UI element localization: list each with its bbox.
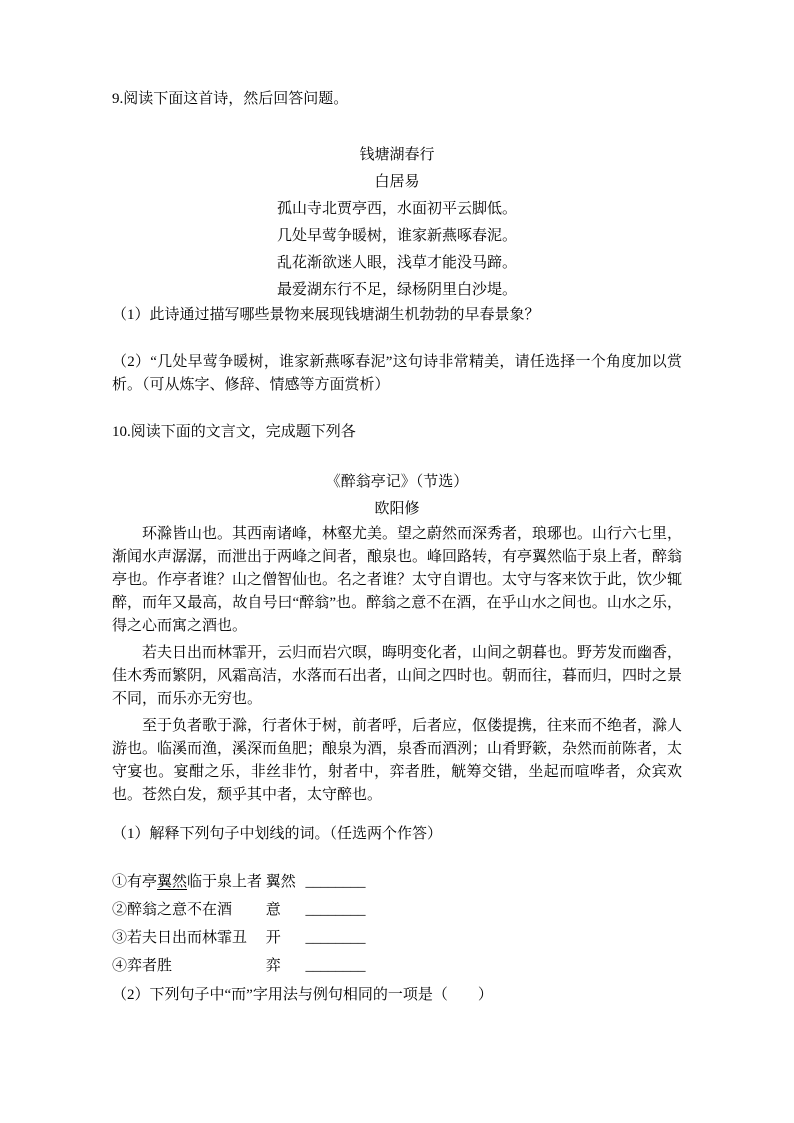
poem-author: 白居易 [374, 174, 420, 190]
item-underlined-word: 翼然 [157, 874, 188, 890]
item-sentence [112, 952, 262, 980]
passage-heading [112, 469, 682, 523]
answer-blank: ________ [305, 930, 366, 946]
item-word: 开 [265, 930, 281, 946]
item-pre: ①有亭 [112, 874, 158, 890]
passage-title: 《醉翁亭记》（节选） [325, 474, 469, 490]
explain-item-2 [112, 896, 682, 924]
q9-sub-question-1: （1）此诗通过描写哪些景物来展现钱塘湖生机勃勃的早春景象？ [112, 307, 540, 323]
item-sentence [112, 924, 262, 952]
poem-line: 最爱湖东行不足，绿杨阴里白沙堤。 [276, 282, 517, 298]
poem-line: 几处早莺争暖树，谁家新燕啄春泥。 [276, 228, 517, 244]
item-word: 弈 [265, 958, 281, 974]
item-word: 意 [265, 902, 281, 918]
poem-block [112, 142, 682, 304]
item-sentence [112, 868, 262, 896]
answer-blank: ________ [305, 958, 366, 974]
poem-title: 钱塘湖春行 [359, 147, 435, 163]
item-sentence [112, 896, 262, 924]
item-pre: ②醉翁之意不在酒 [112, 902, 233, 918]
answer-blank: ________ [305, 902, 366, 918]
poem-line: 乱花渐欲迷人眼，浅草才能没马蹄。 [276, 255, 517, 271]
answer-blank: ________ [305, 874, 366, 890]
q10-intro: 10.阅读下面的文言文，完成题下列各 [112, 424, 356, 440]
passage-author: 欧阳修 [374, 501, 420, 517]
q10-sub-question-1: （1）解释下列句子中划线的词。（任选两个作答） [112, 826, 443, 842]
passage-paragraph: 至于负者歌于滁，行者休于树，前者呼，后者应，伛偻提携，往来而不绝者，滁人游也。临溪而渔，溪深而鱼肥；酿泉为酒，泉香而酒洌；山肴野簌，杂然而前陈者，太守宴也。宴酣之乐，非丝非竹，射者中，弈者胜，觥筹交错，坐起而喧哗者，众宾欢也。苍然白发，颓乎其中者，太守醉也。 [112, 718, 683, 803]
q9-intro: 9.阅读下面这首诗，然后回答问题。 [112, 91, 349, 107]
passage-paragraph: 若夫日出而林霏开，云归而岩穴暝，晦明变化者，山间之朝暮也。野芳发而幽香，佳木秀而繁阴，风霜高洁，水落而石出者，山间之四时也。朝而往，暮而归，四时之景不同，而乐亦无穷也。 [112, 645, 683, 707]
explain-items [112, 868, 682, 980]
item-word: 翼然 [265, 874, 296, 890]
item-pre: ③若夫日出而林霏丑 [112, 930, 248, 946]
explain-item-1 [112, 868, 682, 896]
passage-body [112, 523, 682, 807]
poem-line: 孤山寺北贾亭西，水面初平云脚低。 [276, 201, 517, 217]
explain-item-3 [112, 924, 682, 952]
item-pre: ④弈者胜 [112, 958, 173, 974]
explain-item-4 [112, 952, 682, 980]
q10-sub-question-2: （2）下列句子中“而”字用法与例句相同的一项是（ ） [112, 987, 493, 1003]
item-post: 临于泉上者 [187, 874, 263, 890]
passage-paragraph: 环滁皆山也。其西南诸峰，林壑尤美。望之蔚然而深秀者，琅琊也。山行六七里，渐闻水声潺潺，而泄出于两峰之间者，酿泉也。峰回路转，有亭翼然临于泉上者，醉翁亭也。作亭者谁？山之僧智仙也。名之者谁？太守自谓也。太守与客来饮于此，饮少辄醉，而年又最高，故自号曰“醉翁”也。醉翁之意不在酒，在乎山水之间也。山水之乐，得之心而寓之酒也。 [112, 526, 683, 634]
q9-sub-question-2: （2）“几处早莺争暖树，谁家新燕啄春泥”这句诗非常精美，请任选择一个角度加以赏析。（可从炼字、修辞、情感等方面赏析） [112, 354, 682, 393]
